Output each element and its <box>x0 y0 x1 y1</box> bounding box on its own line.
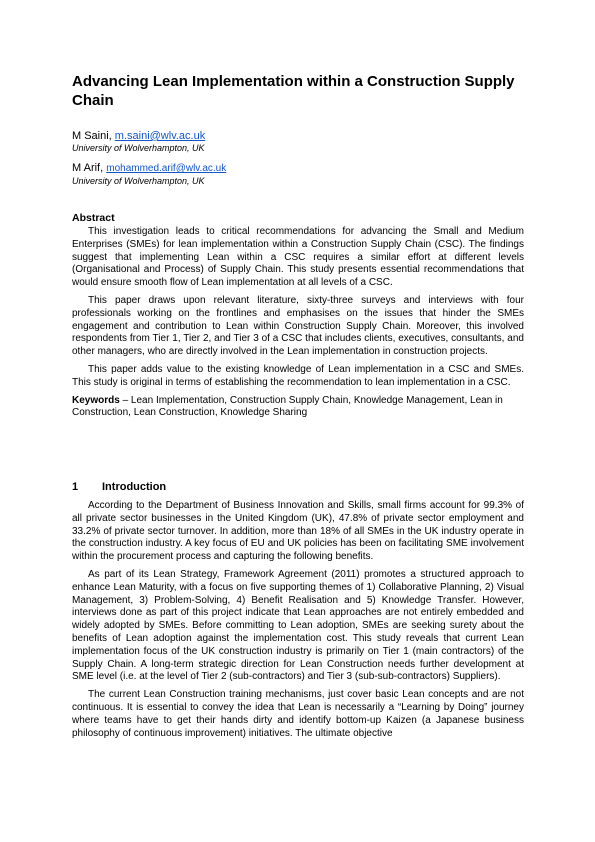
abstract-heading: Abstract <box>72 212 115 224</box>
author-block-2 <box>72 161 524 187</box>
section-1-body <box>72 500 524 740</box>
abstract-paragraph-2: This paper draws upon relevant literature, sixty-three surveys and interviews with four professionals working on the frontlines and emphasises on the issues that hinder the SMEs engagement and contribution to Lean within Construction Supply Chain. Moreover, this involved respondents from Tier 1, Tier 2, and Tier 3 of a CSC that includes clients, executives, consultants, and other managers, who are directly involved in the Lean implementation in construction projects. <box>72 294 524 358</box>
abstract-body <box>72 226 524 420</box>
author-1 <box>72 129 524 143</box>
paper-title: Advancing Lean Implementation within a Construction Supply Chain <box>72 73 515 109</box>
section-1-title: Introduction <box>102 481 167 493</box>
author-2 <box>72 161 524 176</box>
author-block-1 <box>72 129 524 154</box>
intro-paragraph-1: According to the Department of Business Innovation and Skills, small firms account for 99.3% of all private sector businesses in the United Kingdom (UK), 47.8% of private sector employment and 33.2% of private sector turnover. In addition, more than 18% of all SMEs in the UK industry operate in the construction industry. A key focus of EU and UK policies has been on facilitating SME involvement within the procurement process and capturing the following benefits. <box>72 500 524 563</box>
abstract-paragraph-3: This paper adds value to the existing knowledge of Lean implementation in a CSC and SMEs. This study is original in terms of establishing the recommendation to lean implementation in a CSC. <box>72 363 524 388</box>
author-1-affiliation: University of Wolverhampton, UK <box>72 143 205 153</box>
intro-paragraph-2: As part of its Lean Strategy, Framework Agreement (2011) promotes a structured approach to enhance Lean Maturity, with a focus on five supporting themes of 1) Collaborative Planning, 2) Visual Management, 3) Problem-Solving, 4) Benefit Realisation and 5) Knowledge Transfer. However, interviews done as part of this project indicate that Lean approaches are not entirely embedded and widely adopted by SMEs. Before committing to Lean adoption, SMEs are seeking surety about the benefits of Lean adoption against the implementation cost. This study reveals that current Lean implementation focus of the UK construction industry is primarily on Tier 1 (main contractors) of the Supply Chain. A long-term strategic direction for Lean Construction needs further development at SME level (i.e. at the level of Tier 2 (sub-contractors) and Tier 3 (sub-sub-contractors) Suppliers). <box>72 568 524 683</box>
author-2-affiliation: University of Wolverhampton, UK <box>72 176 205 186</box>
author-1-name: M Saini, <box>72 130 115 142</box>
intro-paragraph-3: The current Lean Construction training mechanisms, just cover basic Lean concepts and are not continuous. It is essential to convey the idea that Lean is necessarily a “Learning by Doing” journey where teams have to get their hands dirty and identify bottom-up Kaizen (a Japanese business philosophy of continuous improvement) initiatives. The ultimate objective <box>72 689 524 739</box>
abstract-paragraph-1: This investigation leads to critical recommendations for advancing the Small and Medium Enterprises (SMEs) for lean implementation within a Construction Supply Chain (CSC). The findings suggest that implementing Lean within a CSC requires a similar effort at different levels (Organisational and Process) of Supply Chain. This study presents essential recommendations that would ensure smooth flow of Lean implementation at all levels of a CSC. <box>72 226 524 289</box>
keywords-label: Keywords <box>72 394 120 406</box>
section-1-number: 1 <box>72 481 79 493</box>
author-1-email[interactable]: m.saini@wlv.ac.uk <box>114 130 206 142</box>
author-2-email[interactable]: mohammed.arif@wlv.ac.uk <box>106 163 227 174</box>
section-1-heading <box>72 480 524 494</box>
author-2-name: M Arif, <box>72 162 107 174</box>
keywords <box>72 395 524 421</box>
keywords-text: – Lean Implementation, Construction Supply Chain, Knowledge Management, Lean in Construction, Lean Construction, Knowledge Sharing <box>72 394 503 419</box>
